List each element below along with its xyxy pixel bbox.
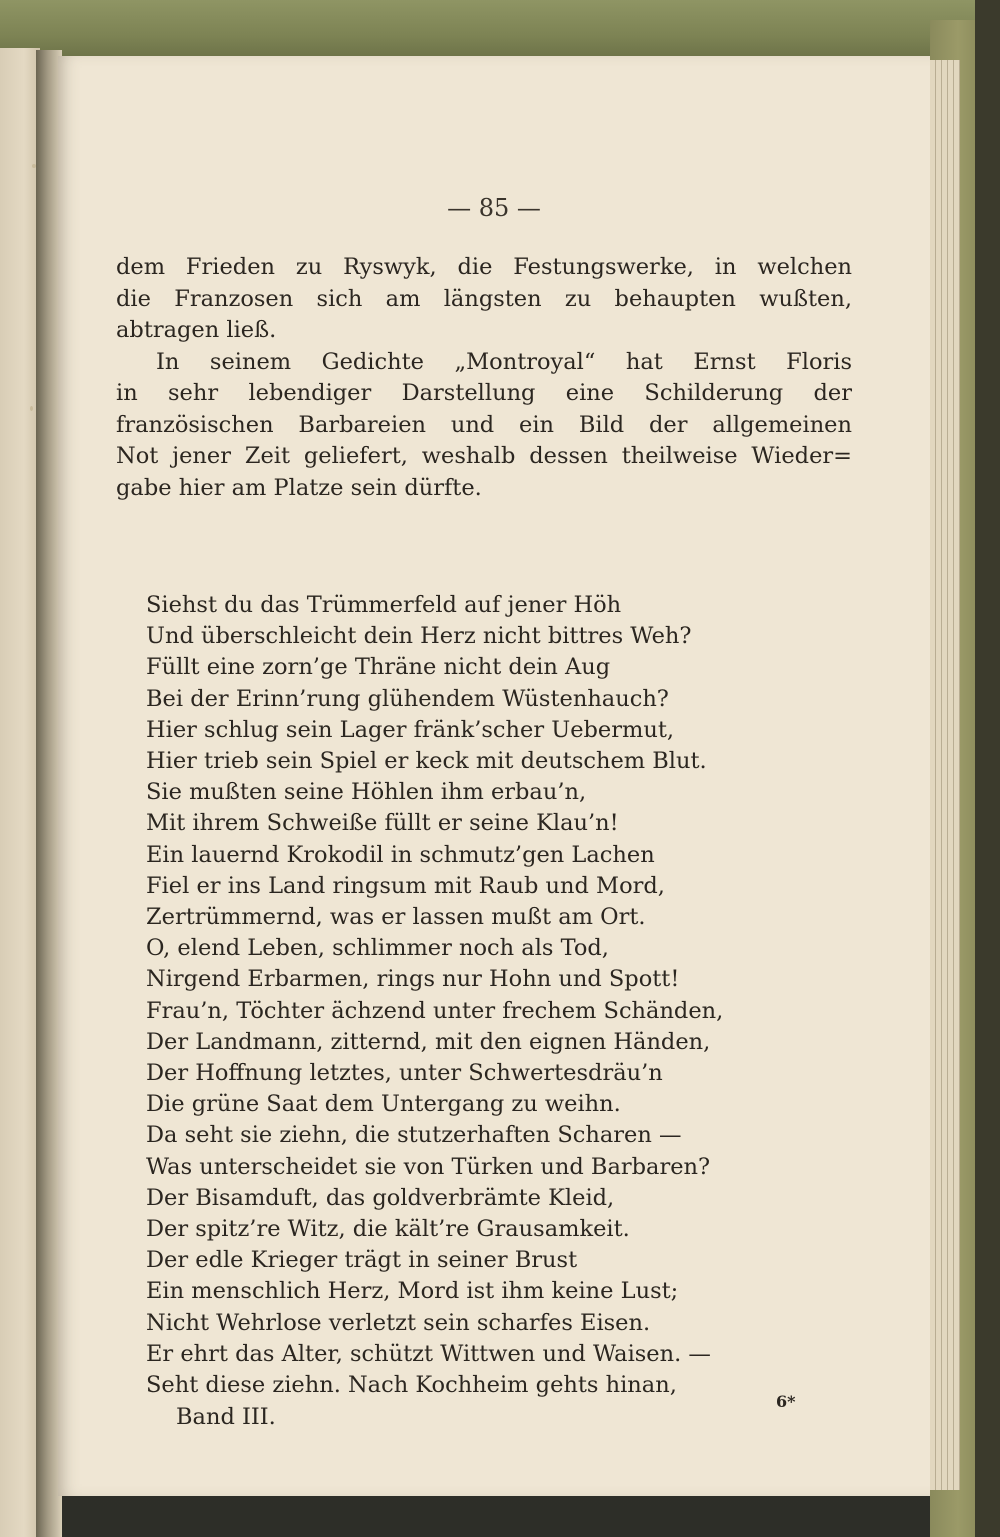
prose-paragraphs (116, 252, 852, 504)
poem-line: Hier trieb sein Spiel er keck mit deutschem Blut. (146, 748, 707, 775)
book-cloth-top (0, 0, 1000, 60)
prose-line: die Franzosen sich am längsten zu behaupten wußten, (116, 285, 852, 312)
poem-line: Fiel er ins Land ringsum mit Raub und Mord, (146, 872, 665, 899)
poem-line: Die grüne Saat dem Untergang zu weihn. (146, 1091, 621, 1118)
prose-line: In seinem Gedichte „Montroyal“ hat Ernst Floris (156, 348, 852, 375)
scan-background-edge (975, 0, 1000, 1537)
paper-speck (32, 164, 36, 168)
poem-line: Der edle Krieger trägt in seiner Brust (146, 1247, 578, 1274)
page-edge (954, 60, 960, 1490)
prose-line: französischen Barbareien und ein Bild der allgemeinen (116, 411, 852, 438)
poem-line: O, elend Leben, schlimmer noch als Tod, (146, 935, 609, 962)
poem-line: Ein menschlich Herz, Mord ist ihm keine Lust; (146, 1278, 679, 1305)
facing-page (0, 48, 40, 1537)
poem-line: Hier schlug sein Lager fränk’scher Uebermut, (146, 716, 675, 743)
poem-montroyal (146, 590, 826, 1401)
poem-line: Der Landmann, zitternd, mit den eignen Händen, (146, 1028, 711, 1055)
prose-line: Not jener Zeit geliefert, weshalb dessen theilweise Wieder= (116, 443, 852, 469)
poem-line: Nirgend Erbarmen, rings nur Hohn und Spott! (146, 966, 680, 993)
prose-line: in sehr lebendiger Darstellung eine Schilderung der (116, 380, 852, 406)
poem-line: Er ehrt das Alter, schützt Wittwen und Waisen. — (146, 1340, 711, 1367)
poem-line: Bei der Erinn’rung glühendem Wüstenhauch? (146, 685, 669, 712)
prose-line: dem Frieden zu Ryswyk, die Festungswerke, in welchen (116, 254, 852, 280)
poem-line: Siehst du das Trümmerfeld auf jener Höh (146, 592, 622, 618)
poem-line: Der Hoffnung letztes, unter Schwertesdräu’n (146, 1060, 663, 1087)
poem-line: Und überschleicht dein Herz nicht bittres Weh? (146, 623, 692, 650)
signature-mark: 6* (776, 1392, 796, 1411)
poem-line: Zertrümmernd, was er lassen mußt am Ort. (146, 904, 646, 931)
poem-line: Was unterscheidet sie von Türken und Barbaren? (146, 1153, 711, 1180)
poem-line: Mit ihrem Schweiße füllt er seine Klau’n! (146, 810, 619, 837)
volume-label: Band III. (176, 1404, 276, 1430)
prose-line: gabe hier am Platze sein dürfte. (116, 474, 482, 501)
poem-line: Der spitz’re Witz, die kält’re Grausamkeit. (146, 1216, 630, 1243)
poem-line: Ein lauernd Krokodil in schmutz’gen Lachen (146, 841, 655, 868)
prose-line: abtragen ließ. (116, 317, 277, 343)
poem-line: Da seht sie ziehn, die stutzerhaften Scharen — (146, 1122, 682, 1149)
poem-line: Frau’n, Töchter ächzend unter frechem Schänden, (146, 997, 724, 1024)
book-page (58, 56, 930, 1496)
paper-speck (30, 406, 33, 411)
page-number: — 85 — (447, 194, 541, 222)
poem-line: Der Bisamduft, das goldverbrämte Kleid, (146, 1184, 615, 1211)
poem-line: Füllt eine zorn’ge Thräne nicht dein Aug (146, 654, 611, 681)
poem-line: Sie mußten seine Höhlen ihm erbau’n, (146, 779, 587, 806)
poem-line: Nicht Wehrlose verletzt sein scharfes Eisen. (146, 1309, 651, 1336)
poem-line: Seht diese ziehn. Nach Kochheim gehts hinan, (146, 1372, 677, 1399)
